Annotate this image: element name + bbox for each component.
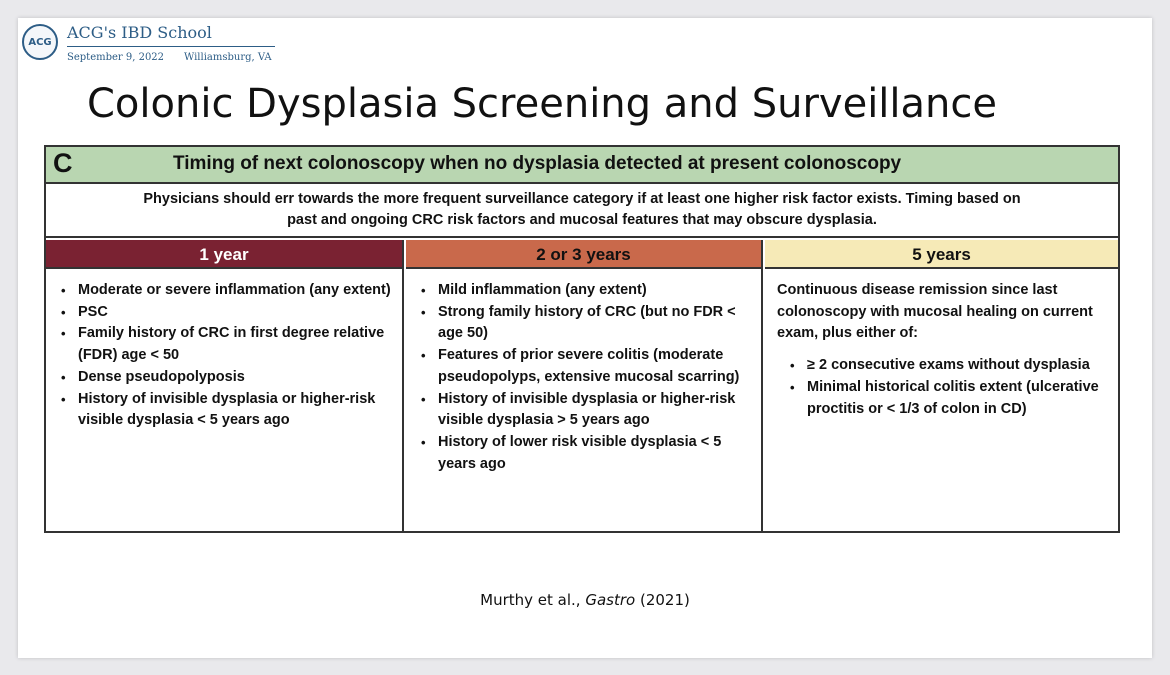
risk-list — [777, 355, 1110, 420]
remission-criteria-text: Continuous disease remission since last colonoscopy with mucosal healing on current exam, plus either of: — [777, 282, 1093, 342]
acg-logo-icon: ACG — [22, 24, 58, 60]
guidance-note — [46, 184, 1118, 238]
section-header — [46, 147, 1118, 184]
slide — [18, 18, 1152, 658]
risk-list — [420, 280, 753, 475]
column-5-years — [765, 269, 1118, 531]
column-1-year — [46, 269, 404, 531]
event-location: Williamsburg, VA — [184, 52, 272, 63]
list-item: • Minimal historical colitis extent (ulcerative proctitis or < 1/3 of colon in CD) — [789, 377, 1110, 420]
list-item: • PSC — [60, 302, 394, 324]
header-divider — [67, 46, 275, 47]
column-header-5-years: 5 years — [765, 240, 1118, 269]
risk-list — [60, 280, 394, 432]
surveillance-table — [44, 145, 1120, 533]
list-item: • ≥ 2 consecutive exams without dysplasia — [789, 355, 1110, 377]
event-date: September 9, 2022 — [67, 52, 165, 63]
list-item: • History of lower risk visible dysplasia < 5 years ago — [420, 432, 753, 475]
slide-title: Colonic Dysplasia Screening and Surveillance — [87, 81, 997, 127]
list-item: • Strong family history of CRC (but no FDR < age 50) — [420, 302, 753, 345]
section-letter: C — [53, 148, 73, 178]
citation-year: (2021) — [639, 591, 690, 609]
guidance-note-line-2: past and ongoing CRC risk factors and mucosal features that may obscure dysplasia. — [287, 212, 877, 228]
list-item: • Dense pseudopolyposis — [60, 367, 394, 389]
section-title: Timing of next colonoscopy when no dysplasia detected at present colonoscopy — [173, 153, 902, 174]
list-item: • Family history of CRC in first degree relative (FDR) age < 50 — [60, 323, 394, 366]
list-item: • Features of prior severe colitis (moderate pseudopolyps, extensive mucosal scarring) — [420, 345, 753, 388]
guidance-note-line-1: Physicians should err towards the more frequent surveillance category if at least one higher risk factor exists. Timing based on — [143, 191, 1021, 207]
column-header-2-or-3-years: 2 or 3 years — [406, 240, 763, 269]
column-2-or-3-years — [406, 269, 763, 531]
list-item: • History of invisible dysplasia or higher-risk visible dysplasia > 5 years ago — [420, 389, 753, 432]
citation-authors: Murthy et al., — [480, 591, 581, 609]
list-item: • Mild inflammation (any extent) — [420, 280, 753, 302]
list-item: • Moderate or severe inflammation (any extent) — [60, 280, 394, 302]
citation-journal: Gastro — [585, 591, 636, 609]
citation — [18, 591, 1152, 609]
list-item: • History of invisible dysplasia or higher-risk visible dysplasia < 5 years ago — [60, 389, 394, 432]
column-header-1-year: 1 year — [46, 240, 404, 269]
school-name: ACG's IBD School — [67, 23, 212, 42]
